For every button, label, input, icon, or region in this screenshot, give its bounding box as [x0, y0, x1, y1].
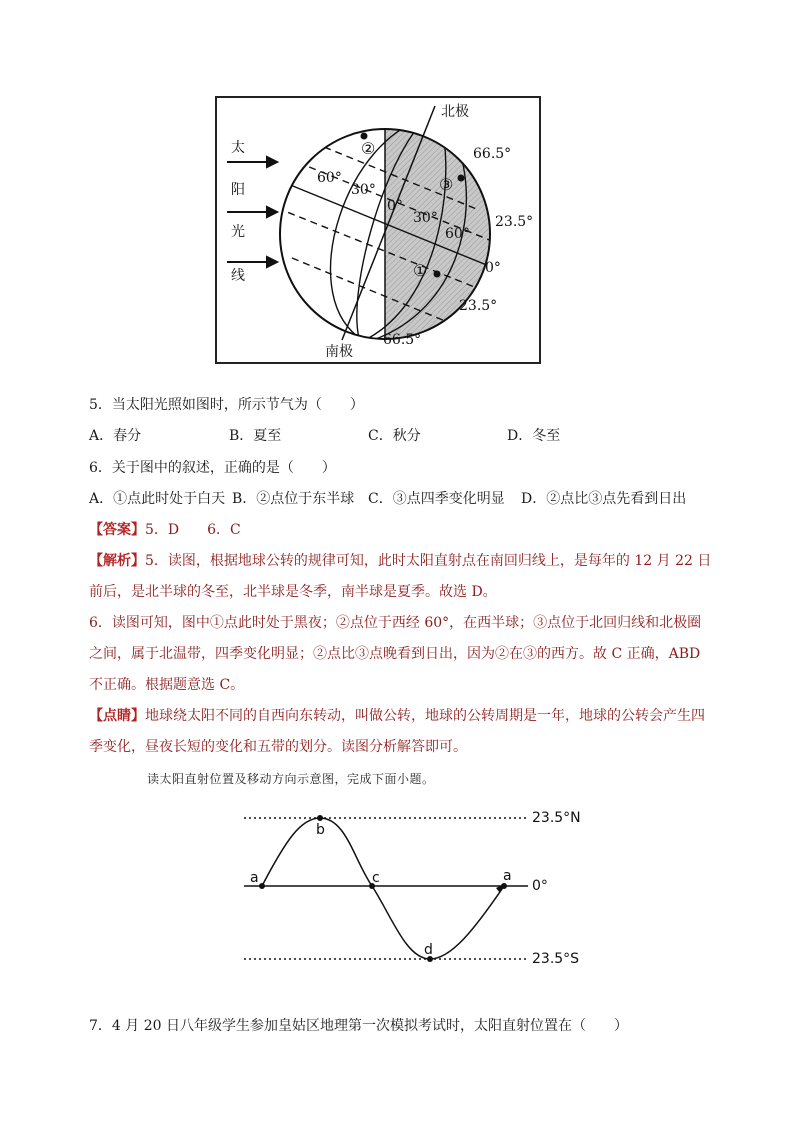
q5-option-b: B．夏至	[229, 428, 282, 444]
sun-char-4: 线	[231, 268, 245, 284]
point-a1-dot	[259, 883, 265, 889]
comment-text-1: 地球绕太阳不同的自西向东转动，叫做公转，地球的公转周期是一年，地球的公转会产生四	[145, 708, 705, 724]
analysis-line-5: 不正确。根据题意选 C。	[89, 677, 245, 693]
lat-23-s-label: 23.5°	[459, 298, 498, 314]
lat-66-s-label: 66.5°	[383, 332, 422, 348]
q6-option-b: B．②点位于东半球	[232, 491, 355, 507]
globe-figure	[215, 96, 541, 364]
lat-0-label: 0°	[485, 260, 501, 276]
equator-label: 0°	[532, 878, 548, 894]
point-a1-label: a	[250, 870, 259, 886]
q6-option-a: A．①点此时处于白天	[89, 491, 226, 507]
point-d-label: d	[424, 942, 433, 958]
q6-option-c: C．③点四季变化明显	[368, 491, 505, 507]
lat-23-n-label: 23.5°	[495, 214, 534, 230]
tropic-s-label: 23.5°S	[532, 951, 580, 967]
lon-30-night-label: 30°	[413, 210, 438, 226]
q5-stem: 5．当太阳光照如图时，所示节气为（ ）	[89, 397, 364, 413]
north-pole-label: 北极	[441, 104, 469, 120]
figure2-caption: 读太阳直射位置及移动方向示意图，完成下面小题。	[147, 772, 435, 786]
comment-line-1	[89, 706, 705, 726]
q5-option-a: A．春分	[89, 428, 142, 444]
answer-line	[89, 520, 241, 540]
south-pole-label: 南极	[325, 344, 353, 360]
q5-option-d: D．冬至	[507, 428, 561, 444]
sun-char-3: 光	[231, 224, 245, 240]
point-1-dot	[434, 271, 441, 278]
q6-option-d: D．②点比③点先看到日出	[521, 491, 687, 507]
q5-option-c: C．秋分	[368, 428, 421, 444]
point-3-label: ③	[439, 175, 454, 194]
point-3-dot	[458, 175, 465, 182]
sun-char-2: 阳	[231, 182, 245, 198]
answer-text: 5．D 6．C	[145, 522, 241, 538]
q6-stem: 6．关于图中的叙述，正确的是（ ）	[89, 460, 336, 476]
point-a2-label: a	[503, 868, 512, 884]
lat-66-n-label: 66.5°	[473, 146, 512, 162]
point-b-label: b	[316, 822, 325, 838]
point-1-label: ①	[413, 261, 428, 280]
lon-0-label: 0°	[387, 198, 403, 214]
subsolar-diagram	[236, 800, 596, 975]
lon-60-label: 60°	[317, 170, 342, 186]
subsolar-curve	[262, 818, 504, 959]
analysis-tag: 【解析】	[89, 553, 145, 569]
point-b-dot	[317, 815, 323, 821]
globe-diagram	[217, 98, 539, 362]
q7-stem: 7．4 月 20 日八年级学生参加皇姑区地理第一次模拟考试时，太阳直射位置在（ ）	[89, 1018, 628, 1034]
subsolar-figure	[236, 800, 596, 975]
lon-60-night-label: 60°	[445, 226, 470, 242]
answer-tag: 【答案】	[89, 522, 145, 538]
analysis-line-4: 之间，属于北温带，四季变化明显；②点比③点晚看到日出，因为②在③的西方。故 C 正确，ABD	[89, 646, 701, 662]
analysis-line-1	[89, 551, 711, 571]
analysis-text-1: 5．读图，根据地球公转的规律可知，此时太阳直射点在南回归线上，是每年的 12 月 22 日	[145, 553, 712, 569]
analysis-line-2: 前后，是北半球的冬至，北半球是冬季，南半球是夏季。故选 D。	[89, 584, 497, 600]
lon-30-label: 30°	[351, 182, 376, 198]
tropic-n-label: 23.5°N	[532, 810, 581, 826]
point-2-label: ②	[361, 139, 376, 158]
point-c-label: c	[372, 870, 380, 886]
sun-char-1: 太	[231, 140, 245, 156]
comment-line-2: 季变化，昼夜长短的变化和五带的划分。读图分析解答即可。	[89, 739, 467, 755]
analysis-line-3: 6．读图可知，图中①点此时处于黑夜；②点位于西经 60°，在西半球；③点位于北回归线和北极圈	[89, 615, 702, 631]
comment-tag: 【点睛】	[89, 708, 145, 724]
